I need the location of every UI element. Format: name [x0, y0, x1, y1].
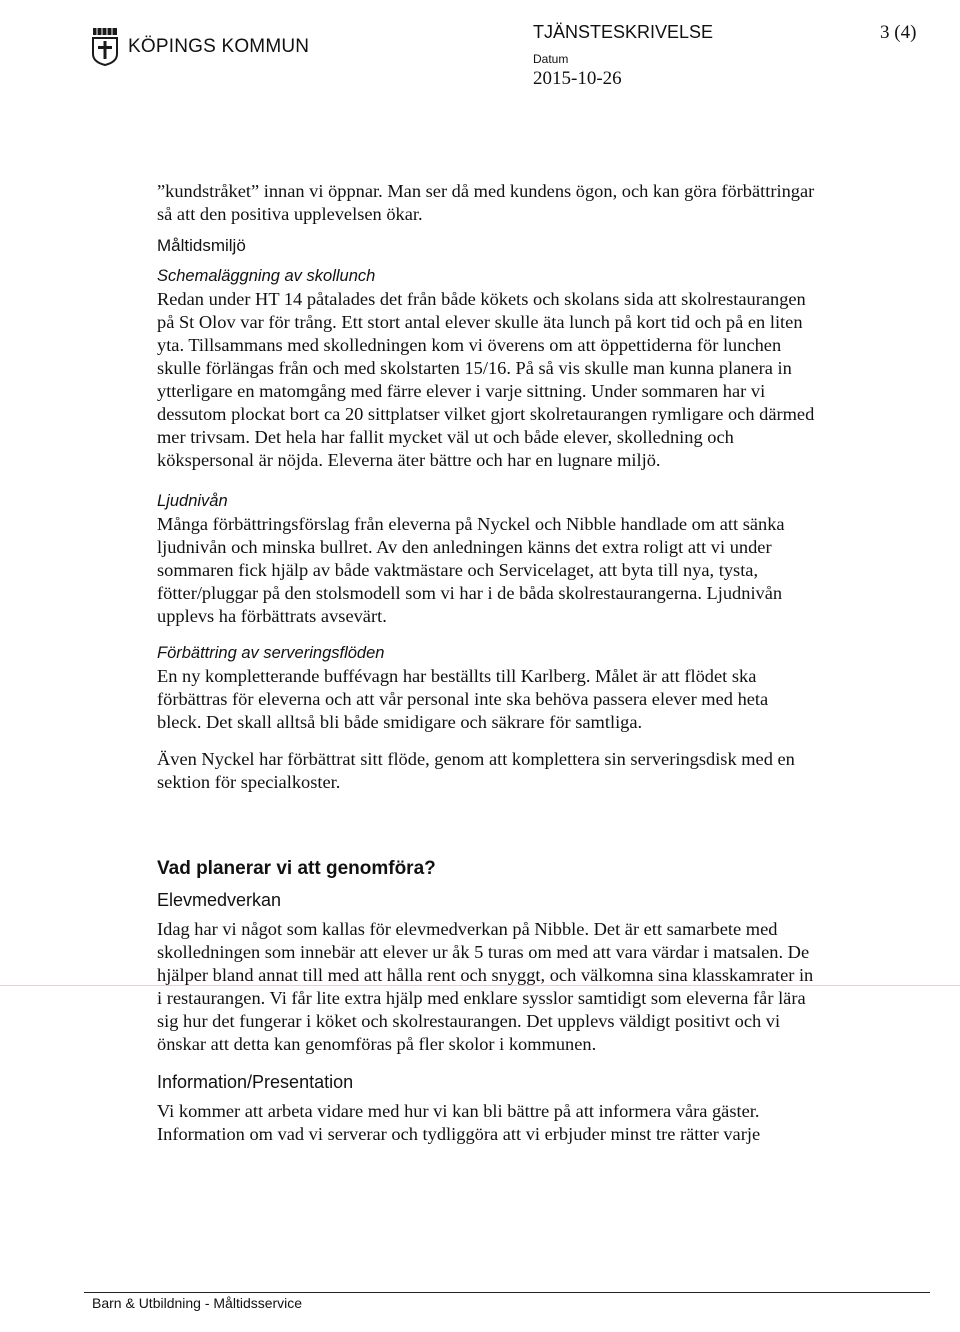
subheading-ljudnivan: Ljudnivån: [157, 492, 228, 510]
paragraph-information: Vi kommer att arbeta vidare med hur vi kan bli bättre på att informera våra gäster. Information om vad vi serverar och tydliggöra att vi erbjuder minst tre rätter varje: [157, 1101, 761, 1144]
section-heading-information: Information/Presentation: [157, 1072, 354, 1092]
document-body: [157, 180, 817, 1146]
subheading-serveringsfloden: Förbättring av serveringsflöden: [157, 644, 385, 662]
footer-text: Barn & Utbildning - Måltidsservice: [92, 1295, 303, 1311]
scan-guide-line: [0, 985, 960, 986]
kommun-coat-of-arms-icon: [90, 26, 120, 66]
date-label: Datum: [533, 52, 569, 66]
kommun-logo: [90, 26, 120, 66]
date-value: 2015-10-26: [533, 68, 622, 89]
section-heading-maltidsmiljo: Måltidsmiljö: [157, 236, 246, 255]
paragraph-elevmedverkan: Idag har vi något som kallas för elevmedverkan på Nibble. Det är ett samarbete med skolledningen som innebär att elever ur åk 5 turas om med att vara värdar i matsalen. De hjälper bland annat till med att hålla rent och snyggt, och välkomna sina klasskamrater in i restaurangen. Vi får lite extra hjälp med enklare sysslor samtidigt som eleverna får lära sig hur det fungerar i köket och skolrestaurangen. Det upplevs väldigt positivt och vi önskar att detta kan genomföras på fler skolor i kommunen.: [157, 919, 814, 1054]
paragraph-nyckel: Även Nyckel har förbättrat sitt flöde, genom att komplettera sin serveringsdisk med en sektion för specialkoster.: [157, 749, 795, 792]
paragraph-kundstraket: ”kundstråket” innan vi öppnar. Man ser då med kundens ögon, och kan göra förbättringar så att den positiva upplevelsen ökar.: [157, 181, 815, 224]
page-number: 3 (4): [880, 22, 917, 43]
document-type: TJÄNSTESKRIVELSE: [533, 22, 714, 42]
heading-vad-planerar: Vad planerar vi att genomföra?: [157, 858, 436, 879]
footer-divider: [84, 1292, 930, 1293]
subheading-schemalaggning: Schemaläggning av skollunch: [157, 267, 376, 285]
paragraph-ljudnivan: Många förbättringsförslag från eleverna på Nyckel och Nibble handlade om att sänka ljudnivån och minska bullret. Av den anledningen känns det extra roligt att vi under sommaren fick hjälp av både vaktmästare och Servicelaget, att byta till nya, tysta, fötter/pluggar på den stolsmodell som vi har i de båda skolrestaurangerna. Ljudnivån upplevs ha förbättrats avsevärt.: [157, 514, 785, 626]
section-heading-elevmedverkan: Elevmedverkan: [157, 890, 282, 910]
org-name: KÖPINGS KOMMUN: [128, 36, 310, 57]
paragraph-buffevagn: En ny kompletterande buffévagn har beställts till Karlberg. Målet är att flödet ska förbättras för eleverna och att vår personal inte ska behöva passera elever med heta bleck. Det skall alltså bli både smidigare och säkrare för samtliga.: [157, 666, 769, 732]
paragraph-schemalaggning: Redan under HT 14 påtalades det från både kökets och skolans sida att skolrestaurangen på St Olov var för trång. Ett stort antal elever skulle äta lunch på kort tid och på en liten yta. Tillsammans med skolledningen kom vi överens om att öppettiderna för lunchen skulle förlängas från och med skolstarten 15/16. På så vis skulle man kunna planera in ytterligare en matomgång med färre elever i varje sittning. Under sommaren har vi dessutom plockat bort ca 20 sittplatser vilket gjort skolretaurangen rymligare och därmed mer trivsam. Det hela har fallit mycket väl ut och både elever, skolledning och kökspersonal är nöjda. Eleverna äter bättre och har en lugnare miljö.: [157, 289, 815, 470]
